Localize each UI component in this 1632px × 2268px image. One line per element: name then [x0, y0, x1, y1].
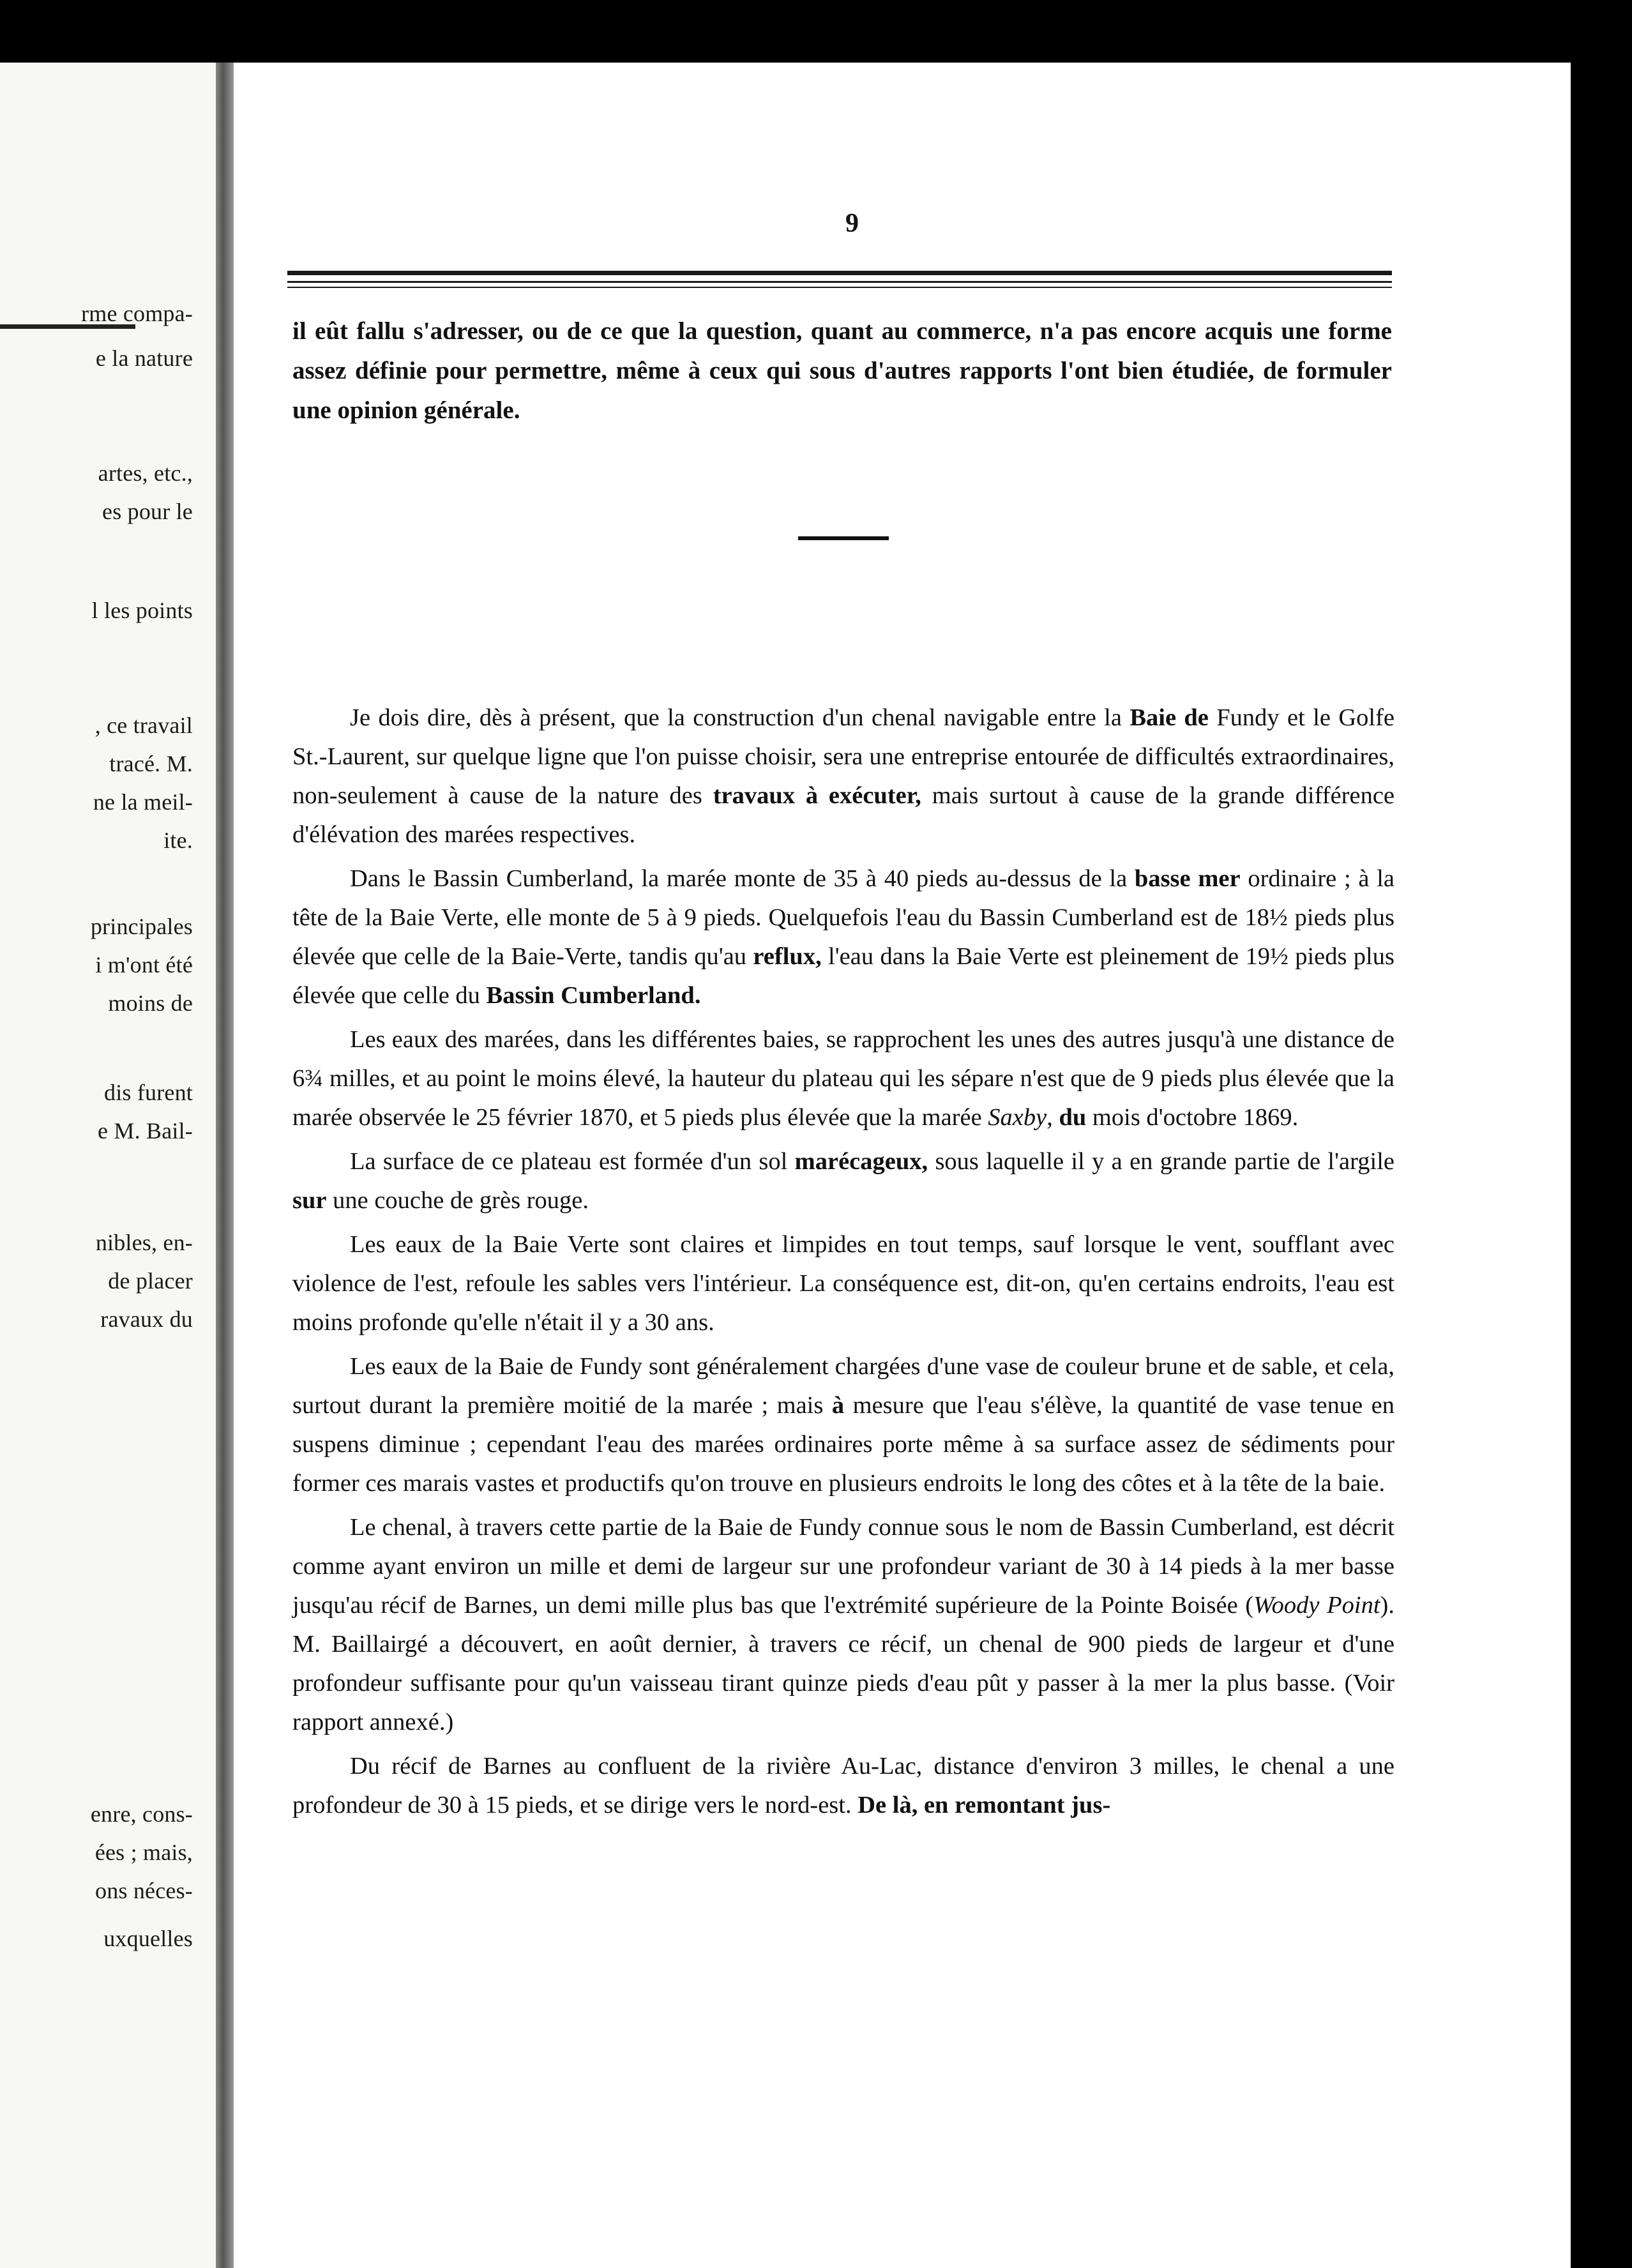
left-page-text-fragment: principales	[90, 914, 193, 939]
text-run: l'eau dans la Baie Verte est pleinement de 19½ pieds plus élevée que celle du	[292, 943, 1394, 1009]
text-run: travaux à exécuter,	[713, 782, 921, 809]
text-run: Fundy et le Golfe St.-Laurent, sur quelque ligne que l'on puisse choisir, sera une entreprise entourée de difficultés extraordinaires, non-seulement à cause de la nature des	[292, 704, 1395, 809]
text-run: ordinaire ; à la tête de la Baie Verte, elle monte de 5 à 9 pieds. Quelquefois l'eau du Bassin Cumberland est de 18½ pieds plus élevée que celle de la Baie-Verte, tandis qu'au	[292, 865, 1395, 970]
left-page-text-fragment: nibles, en-	[95, 1230, 193, 1255]
text-run: sur	[292, 1187, 327, 1214]
page-number: 9	[845, 209, 859, 238]
text-run: sous laquelle il y a en grande partie de l'argile	[928, 1148, 1394, 1175]
text-run: Les eaux de la Baie de Fundy sont généralement chargées d'une vase de couleur brune et de sable, et cela, surtout durant la première moitié de la marée ; mais	[292, 1353, 1394, 1419]
left-page-text-fragment: ne la meil-	[93, 789, 193, 815]
body-paragraph	[292, 1508, 1394, 1742]
intro-paragraph: il eût fallu s'adresser, ou de ce que la question, quant au commerce, n'a pas encore acquis une forme assez définie pour permettre, même à ceux qui sous d'autres rapports l'ont bien étudiée, de formuler une opinion générale.	[292, 317, 1392, 424]
text-run: Les eaux des marées, dans les différentes baies, se rapprochent les unes des autres jusqu'à une distance de 6¾ milles, et au point le moins élevé, la hauteur du plateau qui les sépare n'est que de 9 pieds plus élevée que la marée observée le 25 février 1870, et 5 pieds plus élevée que la marée	[292, 1026, 1394, 1131]
text-run: Le chenal, à travers cette partie de la Baie de Fundy connue sous le nom de Bassin Cumberland, est décrit comme ayant environ un mille et demi de largeur sur une profondeur variant de 30 à 14 pieds à la mer basse jusqu'au récif de Barnes, un demi mille plus bas que l'extrémité supérieure de la Pointe Boisée (	[292, 1514, 1394, 1619]
text-run: Du récif de Barnes au confluent de la rivière Au-Lac, distance d'environ 3 milles, le chenal a une profondeur de 30 à 15 pieds, et se dirige vers le nord-est.	[292, 1753, 1394, 1818]
left-page-text-fragment: i m'ont été	[95, 952, 193, 978]
left-page-fragment	[0, 63, 216, 2268]
section-separator	[798, 536, 889, 540]
book-gutter	[216, 63, 234, 2268]
text-run: une couche de grès rouge.	[326, 1187, 589, 1214]
text-run: Bassin Cumberland.	[486, 982, 701, 1009]
left-page-text-fragment: uxquelles	[103, 1926, 193, 1951]
text-run: La surface de ce plateau est formée d'un sol	[350, 1148, 795, 1175]
left-page-text-fragment: es pour le	[102, 499, 193, 524]
header-rule-thick	[287, 271, 1392, 275]
left-page-text-fragment: e M. Bail-	[98, 1118, 193, 1144]
body-paragraph	[292, 699, 1394, 854]
left-page-text-fragment: artes, etc.,	[98, 460, 193, 486]
left-page-text-fragment: ons néces-	[95, 1878, 193, 1903]
left-page-text-fragment: rme compa-	[81, 301, 193, 326]
text-run: du	[1059, 1104, 1087, 1131]
body-paragraph	[292, 859, 1394, 1015]
left-page-text-fragment: ite.	[163, 828, 193, 853]
header-rule-thin	[287, 281, 1392, 283]
text-run: reflux,	[753, 943, 822, 970]
left-page-text-fragment: de placer	[108, 1268, 193, 1294]
text-run: mesure que l'eau s'élève, la quantité de vase tenue en suspens diminue ; cependant l'eau des marées ordinaires porte même à sa surface assez de sédiments pour former ces marais vastes et productifs qu'on trouve en plusieurs endroits le long des côtes et à la tête de la baie.	[292, 1392, 1395, 1497]
text-run: Je dois dire, dès à présent, que la construction d'un chenal navigable entre la	[350, 704, 1130, 731]
body-paragraph	[292, 1347, 1394, 1503]
text-run: mais surtout à cause de la grande différence d'élévation des marées respectives.	[292, 782, 1394, 848]
left-page-text-fragment: , ce travail	[94, 713, 193, 738]
text-run: Dans le Bassin Cumberland, la marée monte de 35 à 40 pieds au-dessus de la	[350, 865, 1135, 892]
text-run: basse mer	[1134, 865, 1241, 892]
text-run: ,	[1046, 1104, 1059, 1131]
scan-border-right	[1571, 0, 1632, 2268]
left-page-text-fragment: moins de	[108, 990, 193, 1016]
text-run: à	[831, 1392, 845, 1419]
text-run: mois d'octobre 1869.	[1086, 1104, 1299, 1131]
left-page-text-fragment: ravaux du	[100, 1306, 193, 1332]
text-run: Woody Point	[1253, 1592, 1380, 1619]
left-page-text-fragment: l les points	[91, 598, 193, 623]
left-page-text-fragment: enre, cons-	[90, 1801, 193, 1827]
scan-border-top	[0, 0, 1632, 63]
text-run: Baie de	[1130, 704, 1209, 731]
text-run: marécageux,	[794, 1148, 928, 1175]
text-run: De là, en remontant jus-	[858, 1792, 1111, 1818]
text-run: Saxby	[988, 1104, 1047, 1131]
body-paragraph	[292, 1020, 1394, 1137]
left-page-text-fragment: dis furent	[104, 1080, 193, 1105]
body-paragraph	[292, 1142, 1394, 1220]
body-paragraph	[292, 1747, 1394, 1825]
header-rule-thin-2	[287, 287, 1392, 288]
text-run: Les eaux de la Baie Verte sont claires et limpides en tout temps, sauf lorsque le vent, soufflant avec violence de l'est, refoule les sables vers l'intérieur. La conséquence est, dit-on, qu'en certains endroits, l'eau est moins profonde qu'elle n'était il y a 30 ans.	[292, 1231, 1394, 1336]
text-run: ). M. Baillairgé a découvert, en août dernier, à travers ce récif, un chenal de 900 pieds de largeur et d'une profondeur suffisante pour qu'un vaisseau tirant quinze pieds d'eau pût y passer à la mer la plus basse. (Voir rapport annexé.)	[292, 1592, 1394, 1735]
left-page-text-fragment: tracé. M.	[109, 751, 193, 776]
left-page-text-fragment: ées ; mais,	[94, 1840, 193, 1865]
left-page-text-fragment: e la nature	[95, 345, 193, 371]
body-text	[292, 699, 1394, 1830]
body-paragraph	[292, 1225, 1394, 1342]
